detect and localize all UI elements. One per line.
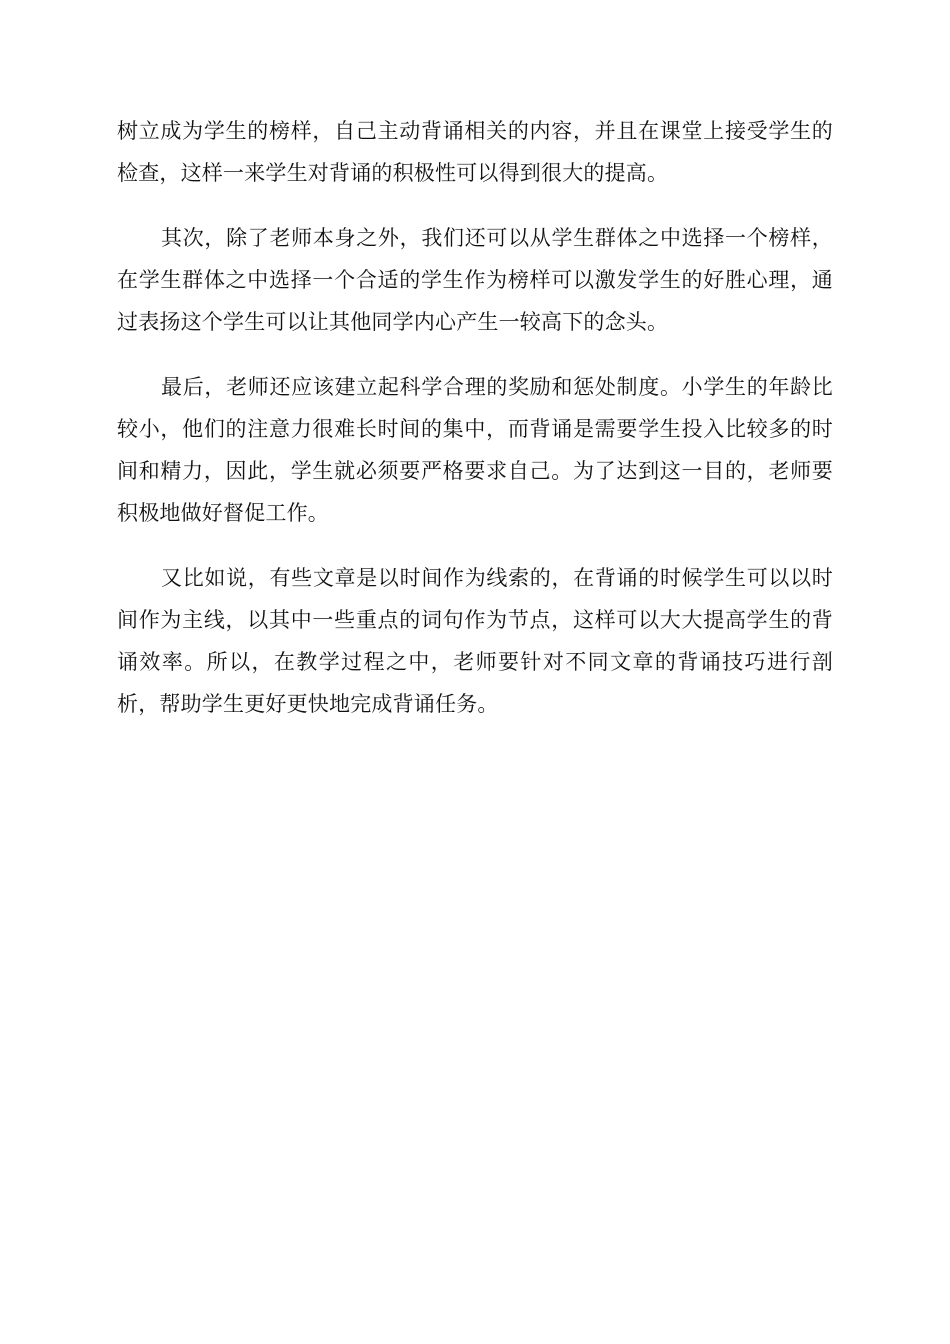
paragraph-4: 又比如说，有些文章是以时间作为线索的，在背诵的时候学生可以以时间作为主线，以其中一些重点的词句作为节点，这样可以大大提高学生的背诵效率。所以，在教学过程之中，老师要针对不同文章的背诵技巧进行剖析，帮助学生更好更快地完成背诵任务。 xyxy=(117,566,833,716)
paragraph-1: 树立成为学生的榜样，自己主动背诵相关的内容，并且在课堂上接受学生的检查，这样一来学生对背诵的积极性可以得到很大的提高。 xyxy=(117,119,833,185)
paragraph-2: 其次，除了老师本身之外，我们还可以从学生群体之中选择一个榜样，在学生群体之中选择一个合适的学生作为榜样可以激发学生的好胜心理，通过表扬这个学生可以让其他同学内心产生一较高下的念头。 xyxy=(117,226,833,334)
document-body xyxy=(117,110,833,748)
paragraph-3: 最后，老师还应该建立起科学合理的奖励和惩处制度。小学生的年龄比较小，他们的注意力很难长时间的集中，而背诵是需要学生投入比较多的时间和精力，因此，学生就必须要严格要求自己。为了达到这一目的，老师要积极地做好督促工作。 xyxy=(117,375,833,525)
